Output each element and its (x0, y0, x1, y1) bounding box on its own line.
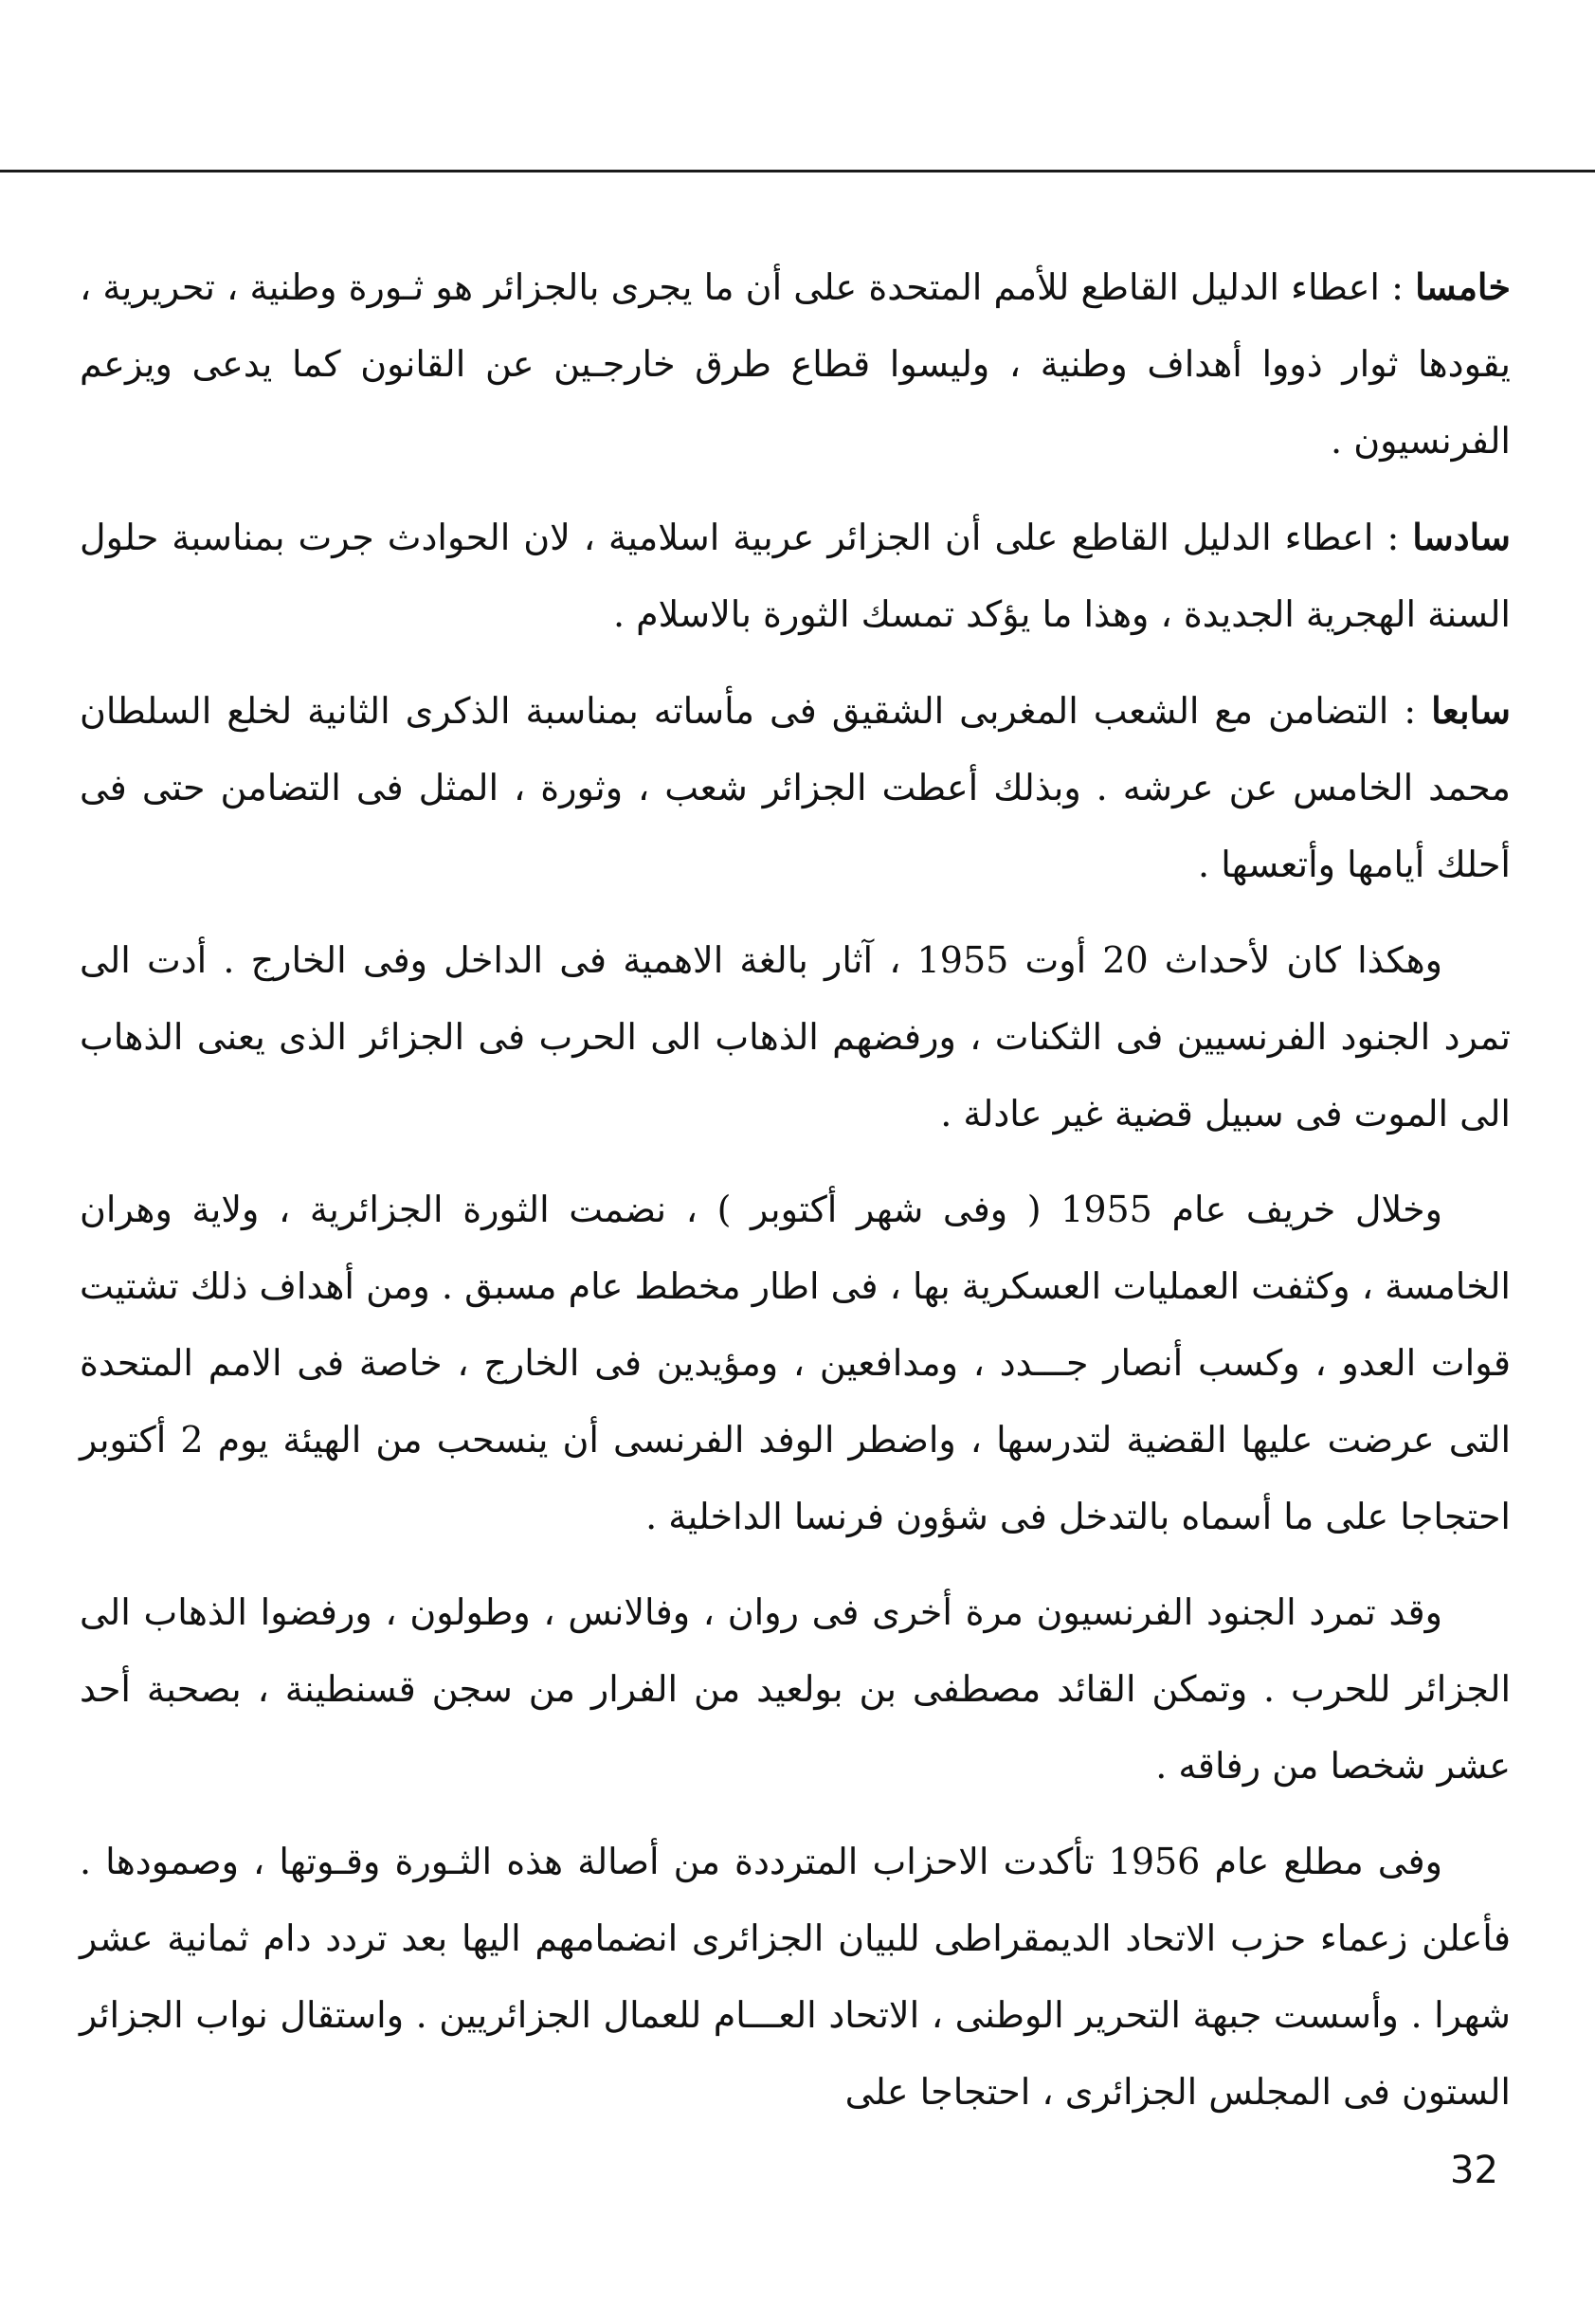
page-number: 32 (1450, 2149, 1498, 2192)
paragraph-early-1956: وفى مطلع عام 1956 تأكدت الاحزاب المترددة من أصالة هذه الثـورة وقـوتها ، وصمودها . فأعلن زعماء حزب الاتحاد الديمقراطى للبيان الجزائرى انضمامهم اليها بعد تردد دام ثمانية عشر شهرا . وأسست جبهة التحرير الوطنى ، الاتحاد العـــام للعمال الجزائريين . واستقال نواب الجزائر الستون فى المجلس الجزائرى ، احتجاجا على (80, 1841, 1511, 2113)
header-rule (0, 170, 1595, 172)
paragraph-seventh (80, 672, 1511, 903)
paragraph-autumn-1955: وخلال خريف عام 1955 ( وفى شهر أكتوبر ) ، نضمت الثورة الجزائرية ، ولاية وهران الخامسة ، وكثفت العمليات العسكرية بها ، فى اطار مخطط عام مسبق . ومن أهداف ذلك تشتيت قوات العدو ، وكسب أنصار جـــدد ، ومدافعين ، ومؤيدين فى الخارج ، خاصة فى الامم المتحدة التى عرضت عليها القضية لتدرسها ، واضطر الوفد الفرنسى أن ينسحب من الهيئة يوم 2 أكتوبر احتجاجا على ما أسماه بالتدخل فى شؤون فرنسا الداخلية . (80, 1189, 1512, 1537)
paragraph-text: : اعطاء الدليل القاطع على أن الجزائر عربية اسلامية ، لان الحوادث جرت بمناسبة حلول السنة الهجرية الجديدة ، وهذا ما يؤكد تمسك الثورة بالاسلام . (80, 517, 1511, 635)
paragraph-lead: خامسا (1415, 265, 1511, 308)
paragraph-lead: سابعا (1431, 689, 1511, 732)
paragraph-august-events: وهكذا كان لأحداث 20 أوت 1955 ، آثار بالغة الاهمية فى الداخل وفى الخارج . أدت الى تمرد الجنود الفرنسيين فى الثكنات ، ورفضهم الذهاب الى الحرب فى الجزائر الذى يعنى الذهاب الى الموت فى سبيل قضية غير عادلة . (80, 939, 1511, 1135)
paragraph-soldiers-mutiny: وقد تمرد الجنود الفرنسيون مرة أخرى فى روان ، وفالانس ، وطولون ، ورفضوا الذهاب الى الجزائر للحرب . وتمكن القائد مصطفى بن بولعيد من الفرار من سجن قسنطينة ، بصحبة أحد عشر شخصا من رفاقه . (80, 1591, 1511, 1787)
page-body (80, 248, 1511, 2150)
paragraph-text: : التضامن مع الشعب المغربى الشقيق فى مأساته بمناسبة الذكرى الثانية لخلع السلطان محمد الخامس عن عرشه . وبذلك أعطت الجزائر شعب ، وثورة ، المثل فى التضامن حتى فى أحلك أيامها وأتعسها . (80, 690, 1511, 885)
paragraph-text: : اعطاء الدليل القاطع للأمم المتحدة على أن ما يجرى بالجزائر هو ثـورة وطنية ، تحريرية ، يقودها ثوار ذووا أهداف وطنية ، وليسوا قطاع طرق خارجـين عن القانون كما يدعى ويزعم الفرنسيون . (80, 266, 1511, 462)
paragraph-fifth (80, 248, 1511, 480)
paragraph-sixth (80, 499, 1511, 653)
paragraph-lead: سادسا (1412, 516, 1512, 558)
